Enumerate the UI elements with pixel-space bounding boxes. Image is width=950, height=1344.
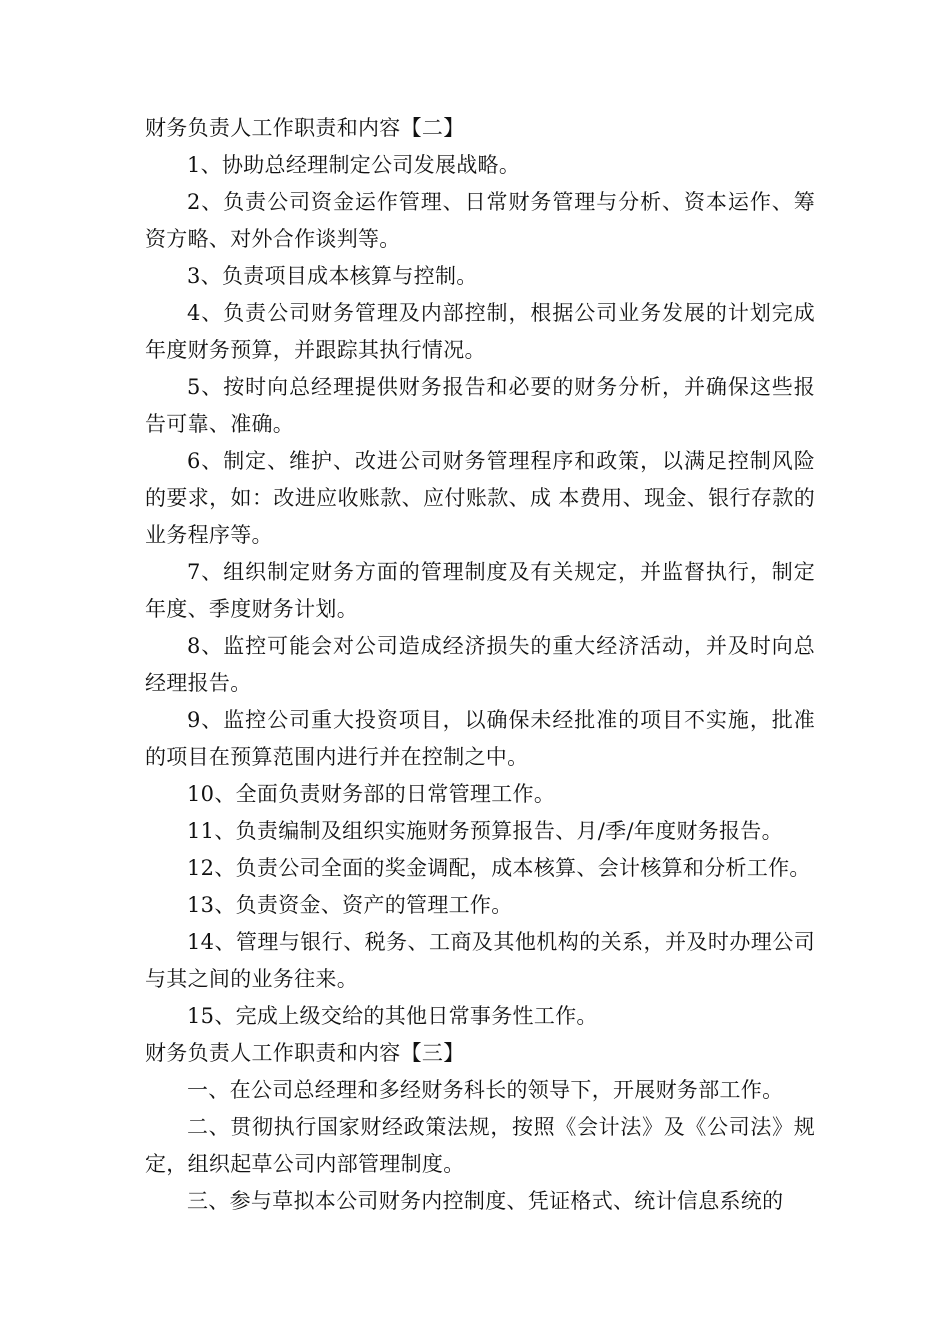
- list-item: 1、协助总经理制定公司发展战略。: [187, 153, 521, 177]
- list-item: 12、负责公司全面的奖金调配，成本核算、会计核算和分析工作。: [187, 856, 811, 880]
- list-item: 8、监控可能会对公司造成经济损失的重大经济活动，并及时向总经理报告。: [145, 634, 815, 695]
- list-item: 9、监控公司重大投资项目，以确保未经批准的项目不实施，批准的项目在预算范围内进行并在控制之中。: [145, 708, 815, 769]
- list-item: 2、负责公司资金运作管理、日常财务管理与分析、资本运作、筹资方略、对外合作谈判等。: [145, 190, 815, 251]
- list-item: 5、按时向总经理提供财务报告和必要的财务分析，并确保这些报告可靠、准确。: [145, 375, 815, 436]
- list-item: 6、制定、维护、改进公司财务管理程序和政策，以满足控制风险的要求，如：改进应收账款、应付账款、成 本费用、现金、银行存款的业务程序等。: [145, 449, 815, 547]
- list-item: 一、在公司总经理和多经财务科长的领导下，开展财务部工作。: [187, 1078, 784, 1102]
- list-item: 7、组织制定财务方面的管理制度及有关规定，并监督执行，制定年度、季度财务计划。: [145, 560, 815, 621]
- list-item: 3、负责项目成本核算与控制。: [187, 264, 478, 288]
- list-item: 13、负责资金、资产的管理工作。: [187, 893, 513, 917]
- list-item: 14、管理与银行、税务、工商及其他机构的关系，并及时办理公司与其之间的业务往来。: [145, 930, 815, 991]
- list-item: 4、负责公司财务管理及内部控制，根据公司业务发展的计划完成年度财务预算，并跟踪其执行情况。: [145, 301, 815, 362]
- list-item: 三、参与草拟本公司财务内控制度、凭证格式、统计信息系统的: [187, 1189, 784, 1213]
- section-title-2: 财务负责人工作职责和内容【二】: [145, 116, 465, 140]
- section-3-list: [145, 1072, 815, 1220]
- list-item: 11、负责编制及组织实施财务预算报告、月/季/年度财务报告。: [187, 819, 783, 843]
- section-title-3: 财务负责人工作职责和内容【三】: [145, 1041, 465, 1065]
- list-item: 10、全面负责财务部的日常管理工作。: [187, 782, 556, 806]
- document-body: [145, 110, 815, 1220]
- section-2-list: [145, 147, 815, 1035]
- list-item: 15、完成上级交给的其他日常事务性工作。: [187, 1004, 598, 1028]
- list-item: 二、贯彻执行国家财经政策法规，按照《会计法》及《公司法》规定，组织起草公司内部管理制度。: [145, 1115, 815, 1176]
